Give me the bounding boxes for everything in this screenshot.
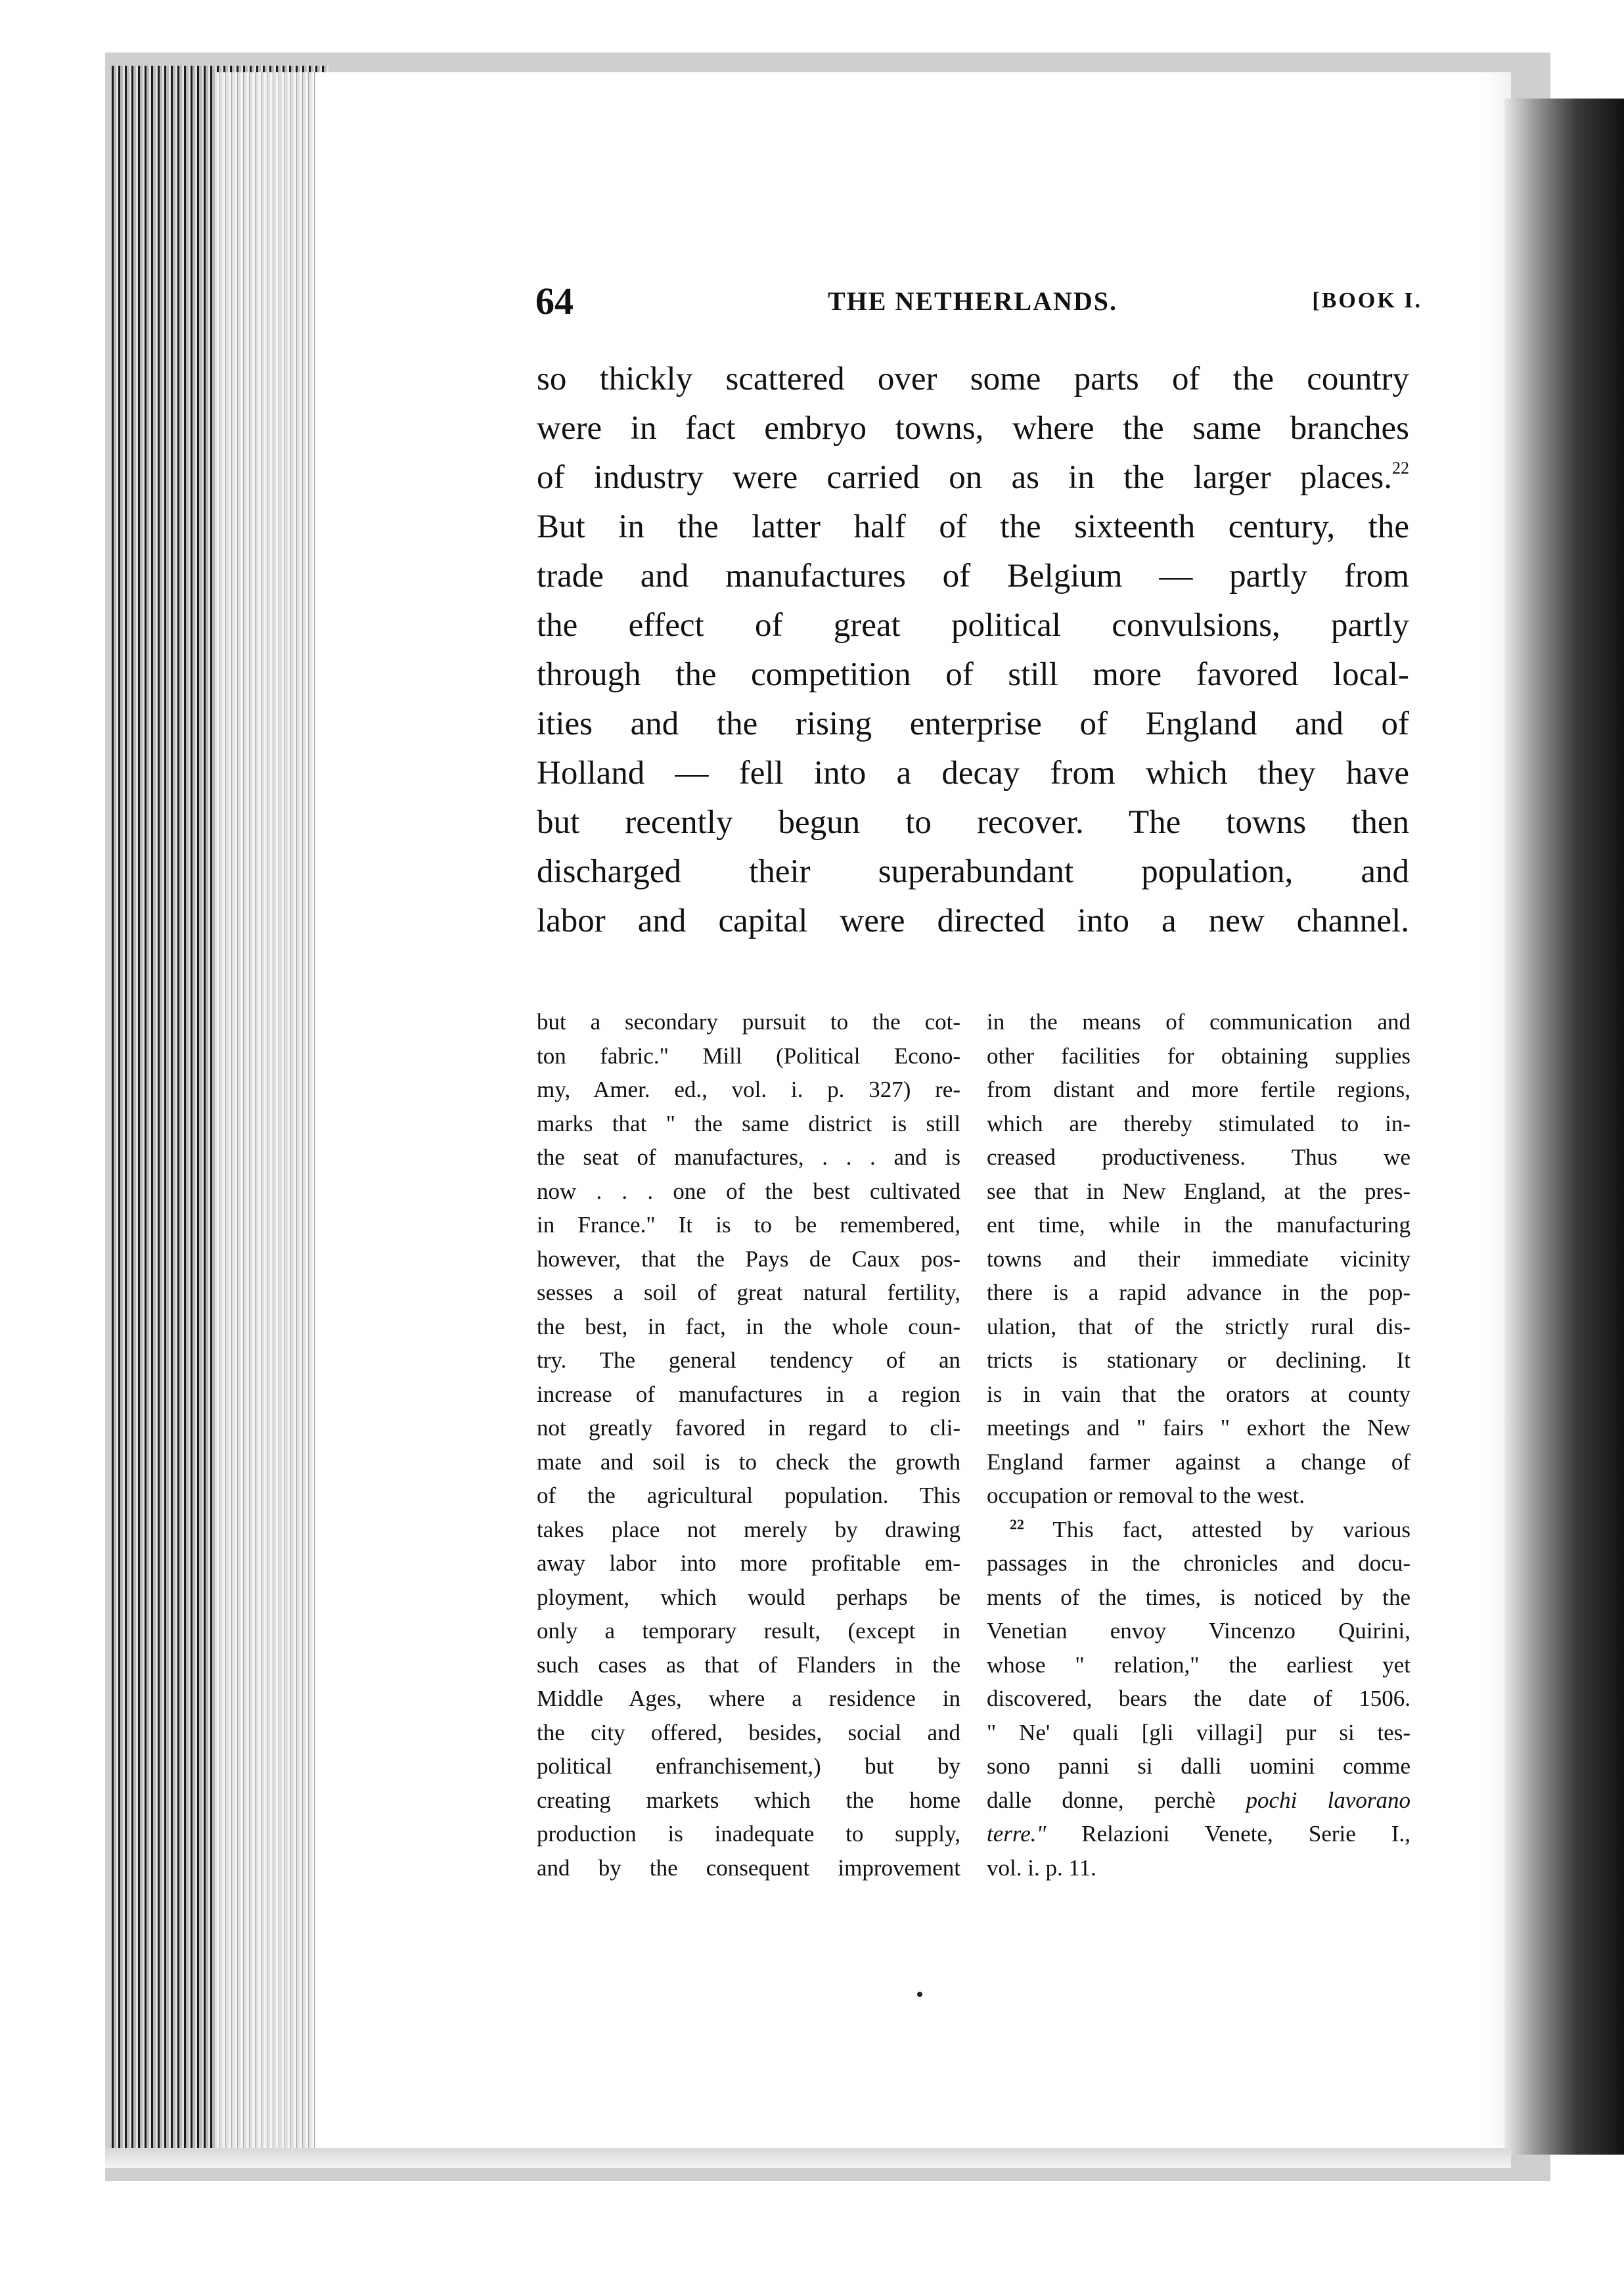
footnote-line: England farmer against a change of: [987, 1448, 1410, 1475]
footnote-line: ton fabric." Mill (Political Econo-: [537, 1042, 960, 1069]
footnote-line: takes place not merely by drawing: [537, 1516, 960, 1542]
footnote-line: ments of the times, is noticed by the: [987, 1584, 1410, 1610]
main-text-line-content: of industry were carried on as in the larger places.: [537, 459, 1392, 496]
footnote-22-line: [987, 1513, 1410, 1547]
main-text-line: [537, 453, 1409, 503]
footnote-line: ployment, which would perhaps be: [537, 1584, 960, 1610]
main-text: [537, 355, 1409, 946]
footnote-line: now . . . one of the best cultivated: [537, 1178, 960, 1204]
main-text-line: so thickly scattered over some parts of the country: [537, 361, 1409, 397]
footnote-line: my, Amer. ed., vol. i. p. 327) re-: [537, 1077, 960, 1102]
footnote-line: sono panni si dalli uomini comme: [987, 1753, 1410, 1779]
footnote-line: only a temporary result, (except in: [537, 1618, 960, 1644]
footnote-22-text: This fact, attested by various: [1052, 1516, 1410, 1542]
footnote-line: ent time, while in the manufacturing: [987, 1212, 1410, 1238]
footnote-line: in France." It is to be remembered,: [537, 1212, 960, 1238]
footnote-line: the seat of manufactures, . . . and is: [537, 1144, 960, 1170]
footnote-line: occupation or removal to the west.: [987, 1483, 1305, 1508]
footnote-line: Venetian envoy Vincenzo Quirini,: [987, 1618, 1410, 1644]
footnote-line: [987, 1817, 1410, 1851]
footnote-line: is in vain that the orators at county: [987, 1381, 1410, 1407]
main-text-line: labor and capital were directed into a new channel.: [537, 903, 1409, 939]
footnote-line: not greatly favored in regard to cli-: [537, 1415, 960, 1441]
footnote-line: of the agricultural population. This: [537, 1483, 960, 1508]
footnote-line: [987, 1783, 1410, 1818]
footnote-line: whose " relation," the earliest yet: [987, 1651, 1410, 1678]
footnote-line: vol. i. p. 11.: [987, 1854, 1096, 1881]
footnote-line: discovered, bears the date of 1506.: [987, 1686, 1410, 1711]
footnote-line: try. The general tendency of an: [537, 1347, 960, 1373]
footnote-column-right: [987, 1005, 1410, 1885]
main-text-line: Holland — fell into a decay from which they have: [537, 755, 1409, 792]
footnote-text: Relazioni Venete, Serie I.,: [1046, 1821, 1410, 1847]
footnote-line: but a secondary pursuit to the cot-: [537, 1009, 960, 1035]
footnote-line: which are thereby stimulated to in-: [987, 1110, 1410, 1136]
ink-speck: [917, 1992, 922, 1997]
footnote-text: dalle donne, perchè: [987, 1787, 1246, 1813]
footnote-line: marks that " the same district is still: [537, 1110, 960, 1136]
main-text-line: but recently begun to recover. The towns then: [537, 804, 1409, 841]
footnote-line: the city offered, besides, social and: [537, 1719, 960, 1745]
footnote-mark: 22: [1010, 1515, 1024, 1533]
footnote-line: see that in New England, at the pres-: [987, 1178, 1410, 1204]
footnote-line: creased productiveness. Thus we: [987, 1144, 1410, 1170]
main-text-line: But in the latter half of the sixteenth century, the: [537, 508, 1409, 545]
footnote-line: tricts is stationary or declining. It: [987, 1347, 1410, 1373]
footnote-column-left: [537, 1005, 960, 1885]
main-text-line: were in fact embryo towns, where the same branches: [537, 410, 1409, 447]
main-text-line: discharged their superabundant population, and: [537, 853, 1409, 890]
footnote-line: sesses a soil of great natural fertility,: [537, 1280, 960, 1305]
page-edges-inner: [217, 72, 315, 2148]
footnote-line: there is a rapid advance in the pop-: [987, 1280, 1410, 1305]
main-text-line: through the competition of still more favored local-: [537, 656, 1409, 693]
footnote-line: from distant and more fertile regions,: [987, 1077, 1410, 1102]
footnote-line: ulation, that of the strictly rural dis-: [987, 1313, 1410, 1339]
footnote-line: " Ne' quali [gli villagi] pur si tes-: [987, 1719, 1410, 1745]
footnote-line: passages in the chronicles and docu-: [987, 1550, 1410, 1576]
footnote-line: such cases as that of Flanders in the: [537, 1651, 960, 1678]
footnote-line: however, that the Pays de Caux pos-: [537, 1245, 960, 1272]
footnote-line: away labor into more profitable em-: [537, 1550, 960, 1576]
book-reference: [BOOK I.: [1312, 288, 1422, 313]
binding-shadow: [1504, 99, 1624, 2155]
footnote-line: increase of manufactures in a region: [537, 1381, 960, 1407]
footnote-line: other facilities for obtaining supplies: [987, 1042, 1410, 1069]
footnote-italic-text: pochi lavorano: [1246, 1787, 1410, 1813]
footnote-line: the best, in fact, in the whole coun-: [537, 1313, 960, 1339]
footnote-italic-text: terre.": [987, 1821, 1047, 1847]
main-text-line: the effect of great political convulsions, partly: [537, 607, 1409, 644]
footnote-line: in the means of communication and: [987, 1009, 1410, 1035]
footnotes: [537, 1005, 1410, 1892]
bottom-edge: [105, 2148, 1511, 2168]
main-text-line: trade and manufactures of Belgium — partly from: [537, 558, 1409, 594]
main-text-line: ities and the rising enterprise of England and of: [537, 706, 1409, 742]
footnote-reference: 22: [1392, 459, 1409, 478]
footnote-line: creating markets which the home: [537, 1787, 960, 1813]
page-number: 64: [535, 280, 574, 323]
footnote-line: and by the consequent improvement: [537, 1854, 960, 1881]
footnote-line: meetings and " fairs " exhort the New: [987, 1415, 1410, 1441]
footnote-line: production is inadequate to supply,: [537, 1821, 960, 1847]
footnote-line: political enfranchisement,) but by: [537, 1753, 960, 1779]
footnote-line: mate and soil is to check the growth: [537, 1448, 960, 1475]
running-title: THE NETHERLANDS.: [828, 286, 1117, 316]
footnote-line: towns and their immediate vicinity: [987, 1245, 1410, 1272]
footnote-line: Middle Ages, where a residence in: [537, 1686, 960, 1711]
page-header: [535, 279, 1422, 325]
